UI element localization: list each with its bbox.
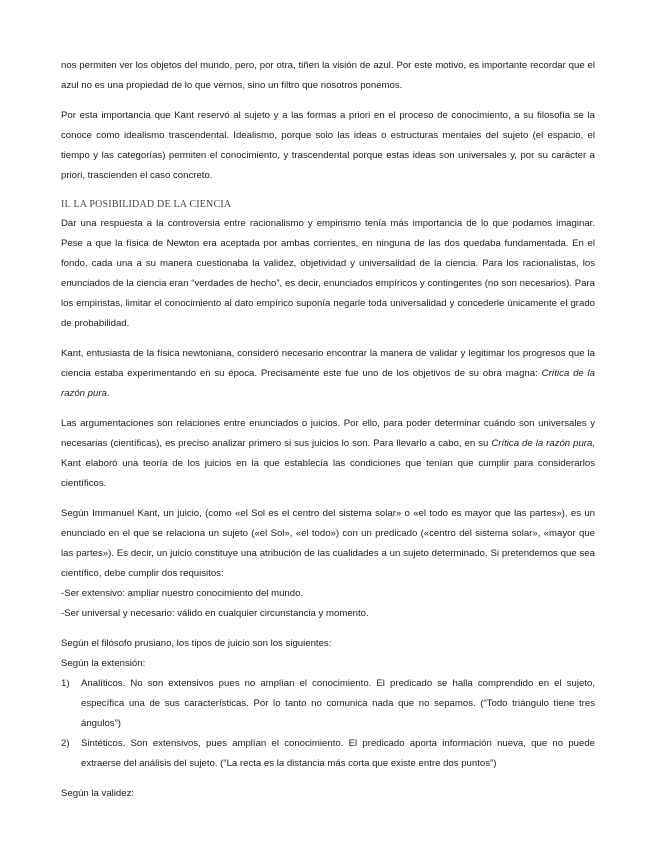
paragraph-arguments <box>61 414 595 494</box>
list-item-number: 2) <box>61 738 70 749</box>
paragraph-judgment-definition: Según Immanuel Kant, un juicio, (como «el Sol es el centro del sistema solar» o «el todo es mayor que las partes»), es un enunciado en el que se relaciona un sujeto («el Sol», «el todo») con un predicado («centro del sistema solar», «mayor que las partes»). Es decir, un juicio constituye una atribución de las cualidades a un sujeto determinado. Si pretendemos que sea científico, debe cumplir dos requisitos: <box>61 508 595 579</box>
subheading-extension: Según la extensión: <box>61 658 146 669</box>
judgment-list <box>61 674 595 774</box>
subheading-validity: Según la validez: <box>61 788 135 799</box>
list-item <box>61 674 595 734</box>
list-item <box>61 734 595 774</box>
book-title: Crítica de la razón pura, <box>491 438 595 449</box>
requirement-extensive: -Ser extensivo: ampliar nuestro conocimiento del mundo. <box>61 588 304 599</box>
paragraph-idealism: Por esta importancia que Kant reservó al sujeto y a las formas a priori en el proceso de conocimiento, a su filosofía se la conoce como idealismo trascendental. Idealismo, porque solo las ideas o estructuras mentales del sujeto (el espacio, el tiempo y las categorías) permiten el conocimiento, y trascendental porque estas ideas son universales y, por su carácter a priori, trascienden el caso concreto. <box>61 110 595 181</box>
list-item-number: 1) <box>61 678 70 689</box>
section-heading: II. LA POSIBILIDAD DE LA CIENCIA <box>61 199 232 210</box>
paragraph-kant-newton-text: Kant, entusiasta de la física newtoniana, consideró necesario encontrar la manera de validar y legitimar los progresos que la ciencia estaba experimentando en su época. Precisamente este fue uno de los objetivos de su obra magna: <box>61 348 595 379</box>
paragraph-kant-newton-end: . <box>106 388 110 399</box>
paragraph-kant-newton <box>61 344 595 404</box>
requirement-universal: -Ser universal y necesario: válido en cualquier circunstancia y momento. <box>61 608 369 619</box>
paragraph-intro-continuation: nos permiten ver los objetos del mundo, pero, por otra, tiñen la visión de azul. Por este motivo, es importante recordar que el azul no es una propiedad de lo que vernos, sino un filtro que nosotros ponemos. <box>61 60 595 91</box>
list-item-text: Analíticos. No son extensivos pues no amplían el conocimiento. El predicado se halla comprendido en el sujeto, específica una de sus características. Por lo tanto no comunica nada que no sepamos. (“Todo triángulo tiene tres ángulos”) <box>81 678 595 729</box>
book-title: Crítica de la razón pura <box>61 368 596 399</box>
paragraph-controversy: Dar una respuesta a la controversia entre racionalismo y empirismo tenía más importancia de lo que podamos imaginar. Pese a que la física de Newton era aceptada por ambas corrientes, en ninguna de las dos quedaba fundamentada. En el fondo, cada una a su manera cuestionaba la validez, objetividad y universalidad de la ciencia. Para los racionalistas, los enunciados de la ciencia eran “verdades de hecho”, es decir, enunciados empíricos y contingentes (no son necesarios). Para los empiristas, limitar el conocimiento al dato empírico suponía negarle toda universalidad y concederle únicamente el grado de probabilidad. <box>61 218 595 329</box>
paragraph-judgment-types: Según el filósofo prusiano, los tipos de juicio son los siguientes: <box>61 638 332 649</box>
paragraph-arguments-end: Kant elaboró una teoría de los juicios en la que establecía las condiciones que tenían que cumplir para considerarlos científicos. <box>61 458 595 489</box>
paragraph-arguments-text: Las argumentaciones son relaciones entre enunciados o juicios. Por ello, para poder determinar cuándo son universales y necesarias (científicas), es preciso analizar primero si sus juicios lo son. Para llevarlo a cabo, en su <box>61 418 595 449</box>
list-item-text: Sintéticos. Son extensivos, pues amplían el conocimiento. El predicado aporta información nueva, que no puede extraerse del análisis del sujeto. (“La recta es la distancia más corta que existe entre dos puntos”) <box>81 738 595 769</box>
